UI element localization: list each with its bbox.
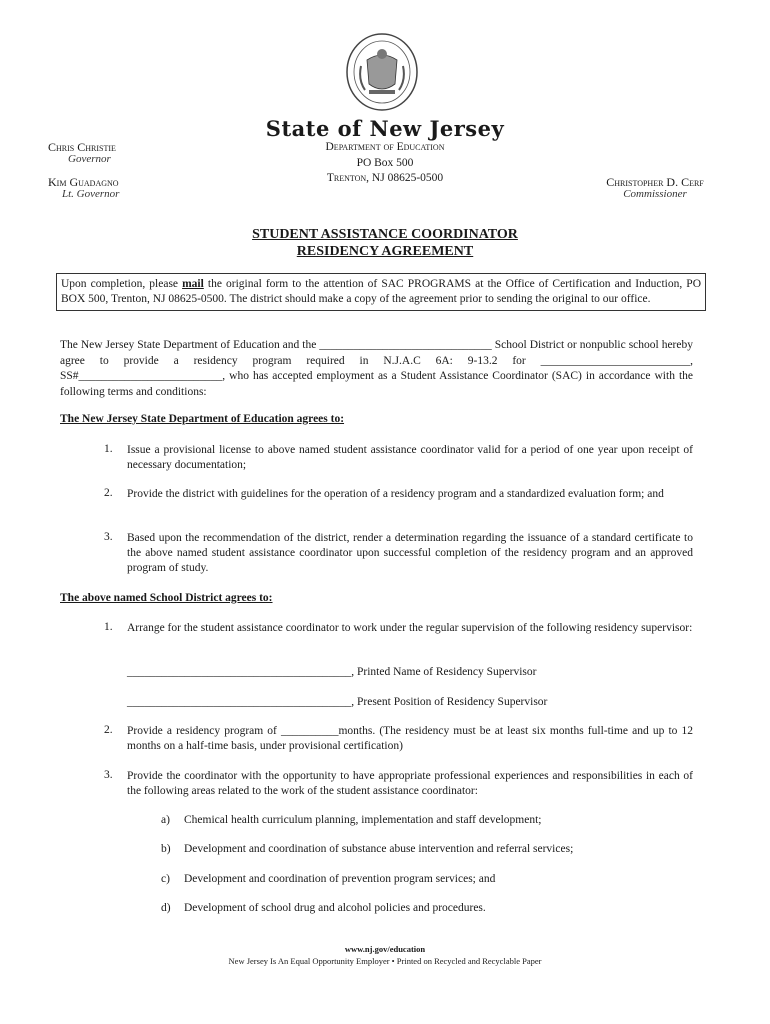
footer-tagline: New Jersey Is An Equal Opportunity Employer • Printed on Recycled and Recyclable Paper [228,956,542,966]
governor-name: Chris Christie [48,140,116,154]
subitem-c-letter: c) [161,873,170,885]
footer-url: www.nj.gov/education [344,944,426,954]
supervisor-position-field[interactable]: _______________________________________, Present Position of Residency Supervisor [127,696,548,708]
subitem-b-text: Development and coordination of substance abuse intervention and referral services; [184,843,574,855]
section2-heading: The above named School District agrees to: [60,592,273,604]
state-seal-image [345,32,419,112]
city-address: Trenton, NJ 08625-0500 [326,172,444,184]
s1-item2-text: Provide the district with guidelines for the operation of a residency program and a standardized evaluation form; and [127,488,664,500]
department-name: Department of Education [325,141,445,153]
subitem-d-letter: d) [161,902,171,914]
subitem-a-letter: a) [161,814,170,826]
subitem-a-text: Chemical health curriculum planning, implementation and staff development; [184,814,542,826]
commissioner-title: Commissioner [623,188,687,200]
document-title [0,226,770,260]
instructions-emphasis: mail [182,278,204,290]
supervisor-name-field[interactable]: _______________________________________, Printed Name of Residency Supervisor [127,666,537,678]
instructions-box [56,273,706,311]
s1-item2-number: 2. [104,487,113,499]
s1-item3-number: 3. [104,531,113,543]
s1-item3-text: Based upon the recommendation of the district, render a determination regarding the issuance of a standard certificate to the above named student assistance coordinator upon successful completion of the residency program and an approved program of study. [127,532,693,574]
subitem-c-text: Development and coordination of prevention program services; and [184,873,496,885]
lt-governor-title: Lt. Governor [62,188,120,200]
s2-item3-text: Provide the coordinator with the opportunity to have appropriate professional experiences and responsibilities in each of the following areas related to the work of the student assistance coordinator: [127,770,693,797]
subitem-d-text: Development of school drug and alcohol policies and procedures. [184,902,486,914]
governor-title: Governor [68,153,111,165]
state-title: State of New Jersey [265,116,505,141]
s2-item2-text: Provide a residency program of __________months. (The residency must be at least six months full-time and up to 12 months on a half-time basis, under provisional certification) [127,725,693,752]
subitem-b-letter: b) [161,843,171,855]
section1-heading: The New Jersey State Department of Education agrees to: [60,413,345,425]
document-title-line1: STUDENT ASSISTANCE COORDINATOR [252,227,518,242]
s2-item1-number: 1. [104,621,113,633]
s2-item1-text: Arrange for the student assistance coordinator to work under the regular supervision of the following residency supervisor: [127,622,693,634]
instructions-after: the original form to the attention of SAC PROGRAMS at the Office of Certification and Induction, PO BOX 500, Trenton, NJ 08625-0500. The district should make a copy of the agreement prior to sending the original to our office. [61,278,701,305]
s1-item1-number: 1. [104,443,113,455]
instructions-before: Upon completion, please [61,278,183,290]
s2-item3-number: 3. [104,769,113,781]
s2-item2-number: 2. [104,724,113,736]
s1-item1-text: Issue a provisional license to above named student assistance coordinator valid for a period of one year upon receipt of necessary documentation; [127,444,693,471]
lt-governor-name: Kim Guadagno [48,175,119,189]
po-box: PO Box 500 [356,157,414,169]
intro-paragraph: The New Jersey State Department of Education and the ______________________________ School District or nonpublic school hereby agree to provide a residency program required in N.J.A.C 6A: 9-13.2 for __________________________, SS#_________________________, who has accepted employment as a Student Assistance Coordinator (SAC) in accordance with the following terms and conditions: [60,339,693,398]
document-title-line2: RESIDENCY AGREEMENT [296,244,474,259]
commissioner-name: Christopher D. Cerf [606,175,704,189]
